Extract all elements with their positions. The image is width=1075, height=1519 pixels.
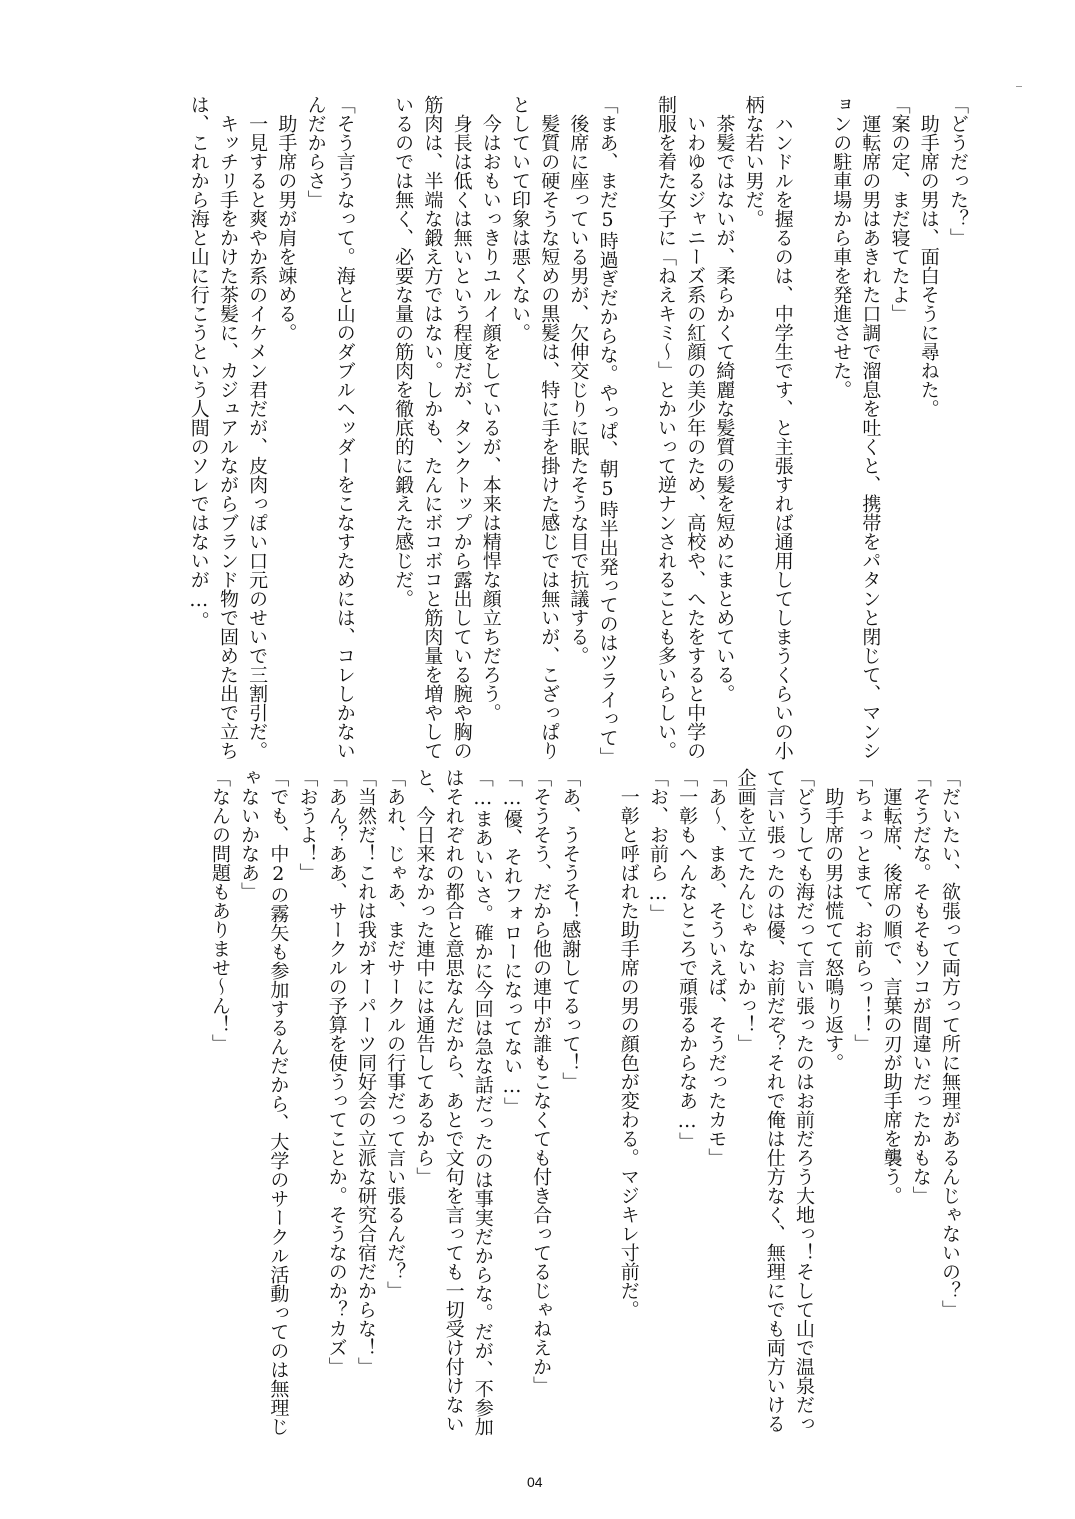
text-column: 「あれ、じゃあ、まだサークルの行事だって言い張るんだ？」: [384, 768, 407, 1300]
text-column: 助手席の男が肩を竦める。: [275, 95, 298, 342]
blank-column: [359, 95, 388, 705]
text-column: 「でも、中2の霧矢も参加するんだから、大学のサークル活動ってのは無理じ: [267, 768, 290, 1436]
text-column: としていて印象は悪くない。: [508, 95, 531, 342]
text-column: 「…優、それフォローになってない…」: [500, 768, 523, 1116]
page-number: 04: [527, 1474, 543, 1490]
text-column: 「まあ、まだ5時過ぎだからな。やっぱ、朝5時半出発ってのはツライって」: [596, 95, 619, 766]
text-column: ハンドルを握るのは、中学生です、と主張すれば通用してしまうくらいの小: [771, 95, 794, 760]
text-column: 助手席の男は、面白そうに尋ねた。: [917, 95, 940, 418]
text-column: 「一彰もへんなところで頑張るからなあ…」: [676, 768, 699, 1151]
text-column: 「当然だ！これは我がオーパーツ同好会の立派な研究合宿だからな！」: [354, 768, 377, 1376]
text-column: 後席に座っている男が、欠伸交じりに眠たそうな目で抗議する。: [567, 95, 590, 665]
text-column: 助手席の男は慌てて怒鳴り返す。: [822, 768, 845, 1072]
text-column: 一彰と呼ばれた助手席の男の顔色が変わる。マジキレ寸前だ。: [617, 768, 640, 1319]
text-column: キッチリ手をかけた茶髪に、カジュアルながらブランド物で固めた出で立ち: [216, 95, 239, 760]
text-column: 「そうだな。そもそもソコが間違いだったかもな」: [909, 768, 932, 1205]
text-column: 運転席、後席の順で、言葉の刃が助手席を襲う。: [880, 768, 903, 1205]
text-column: 「そうそう、だから他の連中が誰もこなくても付き合ってるじゃねえか」: [530, 768, 553, 1395]
text-block-top: [184, 95, 972, 766]
text-column: 「だいたい、欲張って両方って所に無理があるんじゃないの？」: [939, 768, 961, 1319]
text-column: は、これから海と山に行こうという人間のソレではないが…。: [187, 95, 210, 630]
text-column: 髪質の硬そうな短めの黒髪は、特に手を掛けた感じでは無いが、こざっぱり: [538, 95, 561, 760]
blank-column: [797, 95, 826, 705]
text-column: 「…まあいいさ。確かに今回は急な話だったのは事実だからな。だが、不参加: [471, 768, 494, 1436]
text-column: 「案の定、まだ寝てたよ」: [888, 95, 911, 323]
text-column: んだからさ」: [304, 95, 327, 209]
blank-column: [622, 95, 651, 705]
corner-mark: [1016, 86, 1022, 87]
text-column: 「お、お前ら…」: [646, 768, 669, 923]
text-column: 一見すると爽やか系のイケメン君だが、皮肉っぽい口元のせいで三割引だ。: [246, 95, 269, 760]
text-column: 「あん？ああ、サークルの予算を使うってことか。そうなのか？カズ」: [325, 768, 348, 1376]
text-block-bottom: [205, 768, 964, 1436]
text-column: 「どうだった？」: [947, 95, 969, 247]
text-column: ゃないかなあ」: [238, 768, 261, 901]
text-column: ョンの駐車場から車を発進させた。: [830, 95, 853, 399]
text-column: 「どうしても海だって言い張ったのはお前だろう大地っ！そして山で温泉だっ: [792, 768, 815, 1433]
text-column: 柄な若い男だ。: [742, 95, 765, 228]
text-column: 今はおもいっきりユルイ顔をしているが、本来は精悍な顔立ちだろう。: [479, 95, 502, 722]
text-column: 「あ、うそうそ！感謝してるって！」: [559, 768, 582, 1091]
text-column: 「そう言うなって。海と山のダブルヘッダーをこなすためには、コレしかない: [333, 95, 356, 760]
text-column: 茶髪ではないが、柔らかくて綺麗な髪質の髪を短めにまとめている。: [713, 95, 736, 703]
text-column: 運転席の男はあきれた口調で溜息を吐くと、携帯をパタンと閉じて、マンシ: [859, 95, 882, 760]
text-column: 「あ〜、まあ、そういえば、そうだったカモ」: [705, 768, 728, 1167]
blank-column: [584, 768, 613, 1388]
text-column: 身長は低くは無いという程度だが、タンクトップから露出している腕や胸の: [450, 95, 473, 760]
text-column: いるのでは無く、必要な量の筋肉を徹底的に鍛えた感じだ。: [392, 95, 415, 608]
text-column: 「なんの問題もありませ〜ん！」: [208, 768, 231, 1053]
text-column: と、今日来なかった連中には通告してあるから」: [413, 768, 436, 1186]
text-column: 「おうよ！」: [296, 768, 319, 882]
text-column: て言い張ったのは優、お前だぞ？それで俺は仕方なく、無理にでも両方いける: [763, 768, 786, 1433]
text-column: 制服を着た女子に「ねえキミ〜」とかいって逆ナンされることも多いらしい。: [654, 95, 677, 760]
text-column: 企画を立てたんじゃないかっ！」: [734, 768, 757, 1053]
text-column: いわゆるジャニーズ系の紅顔の美少年のため、高校や、へたをすると中学の: [684, 95, 707, 760]
text-column: 「ちょっとまて、お前らっ！！」: [851, 768, 874, 1053]
text-column: 筋肉は、半端な鍛え方ではない。しかも、たんにボコボコと筋肉量を増やして: [421, 95, 444, 760]
text-column: はそれぞれの都合と意思なんだから、あとで文句を言っても一切受け付けない: [442, 768, 465, 1433]
